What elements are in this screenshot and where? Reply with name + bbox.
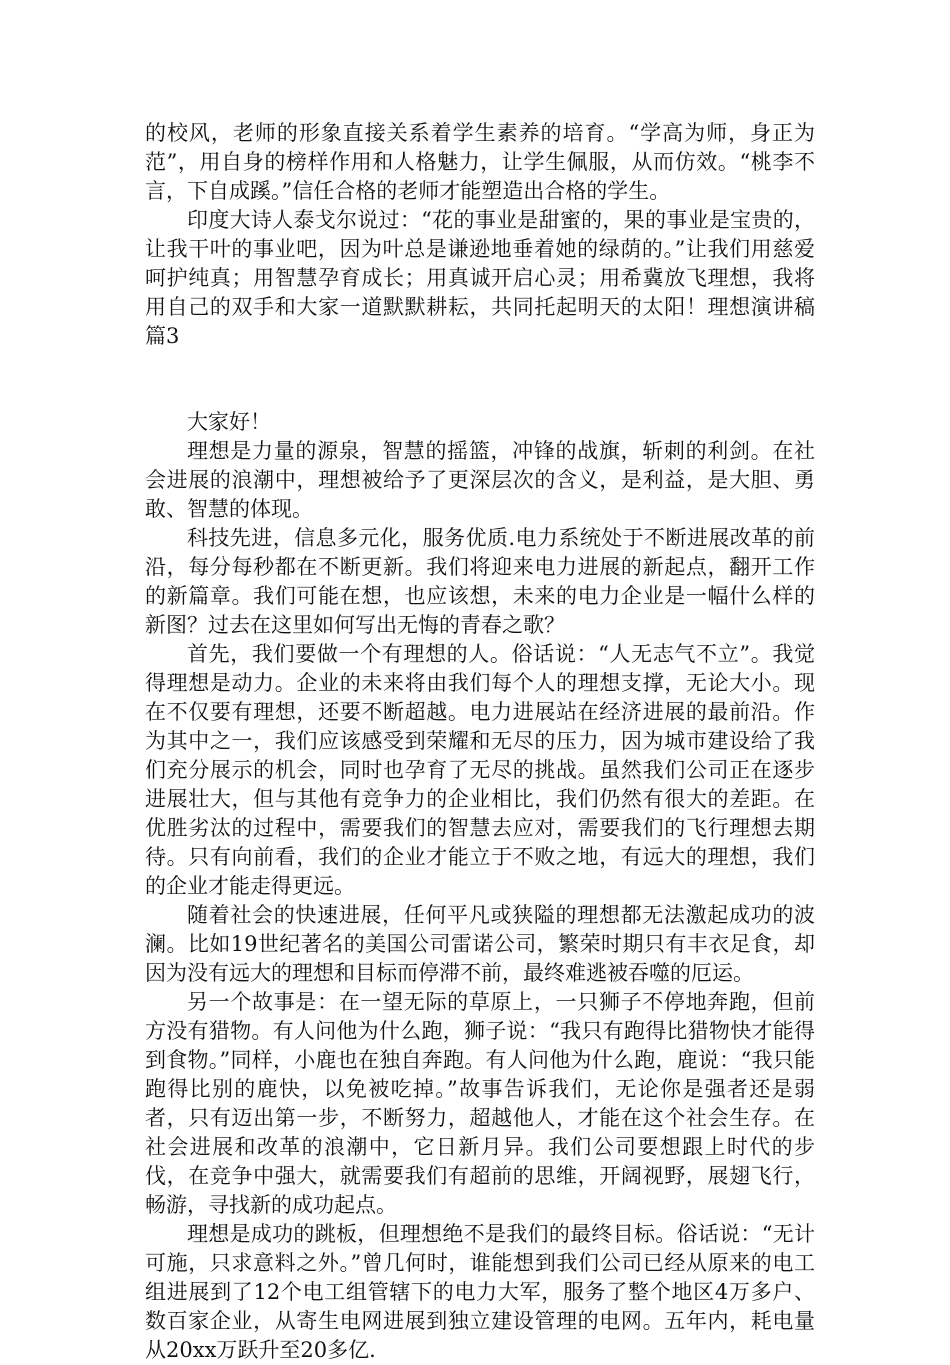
paragraph-ideal-source: 理想是力量的源泉，智慧的摇篮，冲锋的战旗，斩刺的利剑。在社会进展的浪潮中，理想被给予了更深层次的含义，是利益，是大胆、勇敢、智慧的体现。: [145, 439, 815, 521]
paragraph-tagore-quote: 印度大诗人泰戈尔说过：“花的事业是甜蜜的，果的事业是宝贵的，让我干叶的事业吧，因为叶总是谦逊地垂着她的绿荫的。”让我们用慈爱呵护纯真；用智慧孕育成长；用真诚开启心灵；用希冀放飞理想，我将用自己的双手和大家一道默默耕耘，共同托起明天的太阳！理想演讲稿 篇3: [145, 208, 815, 348]
section-spacer: [145, 351, 815, 408]
paragraph-technology: 科技先进，信息多元化，服务优质.电力系统处于不断进展改革的前沿，每分每秒都在不断更新。我们将迎来电力进展的新起点，翻开工作的新篇章。我们可能在想，也应该想，未来的电力企业是一幅什么样的新图？过去在这里如何写出无悔的青春之歌？: [145, 526, 815, 637]
paragraph-school-ethos: 的校风，老师的形象直接关系着学生素养的培育。“学高为师，身正为范”，用自身的榜样作用和人格魅力，让学生佩服，从而仿效。“桃李不言，下自成蹊。”信任合格的老师才能塑造出合格的学生。: [145, 121, 815, 203]
document-body: [145, 119, 815, 1365]
paragraph-first-point: 首先，我们要做一个有理想的人。俗话说：“人无志气不立”。我觉得理想是动力。企业的未来将由我们每个人的理想支撑，无论大小。现在不仅要有理想，还要不断超越。电力进展站在经济进展的最前沿。作为其中之一，我们应该感受到荣耀和无尽的压力，因为城市建设给了我们充分展示的机会，同时也孕育了无尽的挑战。虽然我们公司正在逐步进展壮大，但与其他有竞争力的企业相比，我们仍然有很大的差距。在优胜劣汰的过程中，需要我们的智慧去应对，需要我们的飞行理想去期待。只有向前看，我们的企业才能立于不败之地，有远大的理想，我们的企业才能走得更远。: [145, 642, 815, 898]
paragraph-lion-story: 另一个故事是：在一望无际的草原上，一只狮子不停地奔跑，但前方没有猎物。有人问他为什么跑，狮子说：“我只有跑得比猎物快才能得到食物。”同样，小鹿也在独自奔跑。有人问他为什么跑，鹿说：“我只能跑得比别的鹿快，以免被吃掉。”故事告诉我们，无论你是强者还是弱者，只有迈出第一步，不断努力，超越他人，才能在这个社会生存。在社会进展和改革的浪潮中，它日新月异。我们公司要想跟上时代的步伐，在竞争中强大，就需要我们有超前的思维，开阔视野，展翅飞行，畅游，寻找新的成功起点。: [145, 990, 815, 1217]
paragraph-social-development: 随着社会的快速进展，任何平凡或狭隘的理想都无法激起成功的波澜。比如19世纪著名的美国公司雷诺公司，繁荣时期只有丰衣足食，却因为没有远大的理想和目标而停滞不前，最终难逃被吞噬的厄运。: [145, 903, 815, 985]
paragraph-springboard: 理想是成功的跳板，但理想绝不是我们的最终目标。俗话说：“无计可施，只求意料之外。”曾几何时，谁能想到我们公司已经从原来的电工组进展到了12个电工组管辖下的电力大军，服务了整个地区4万多户、数百家企业，从寄生电网进展到独立建设管理的电网。五年内，耗电量从20xx万跃升至20多亿.: [145, 1222, 815, 1362]
greeting: 大家好！: [187, 410, 271, 434]
